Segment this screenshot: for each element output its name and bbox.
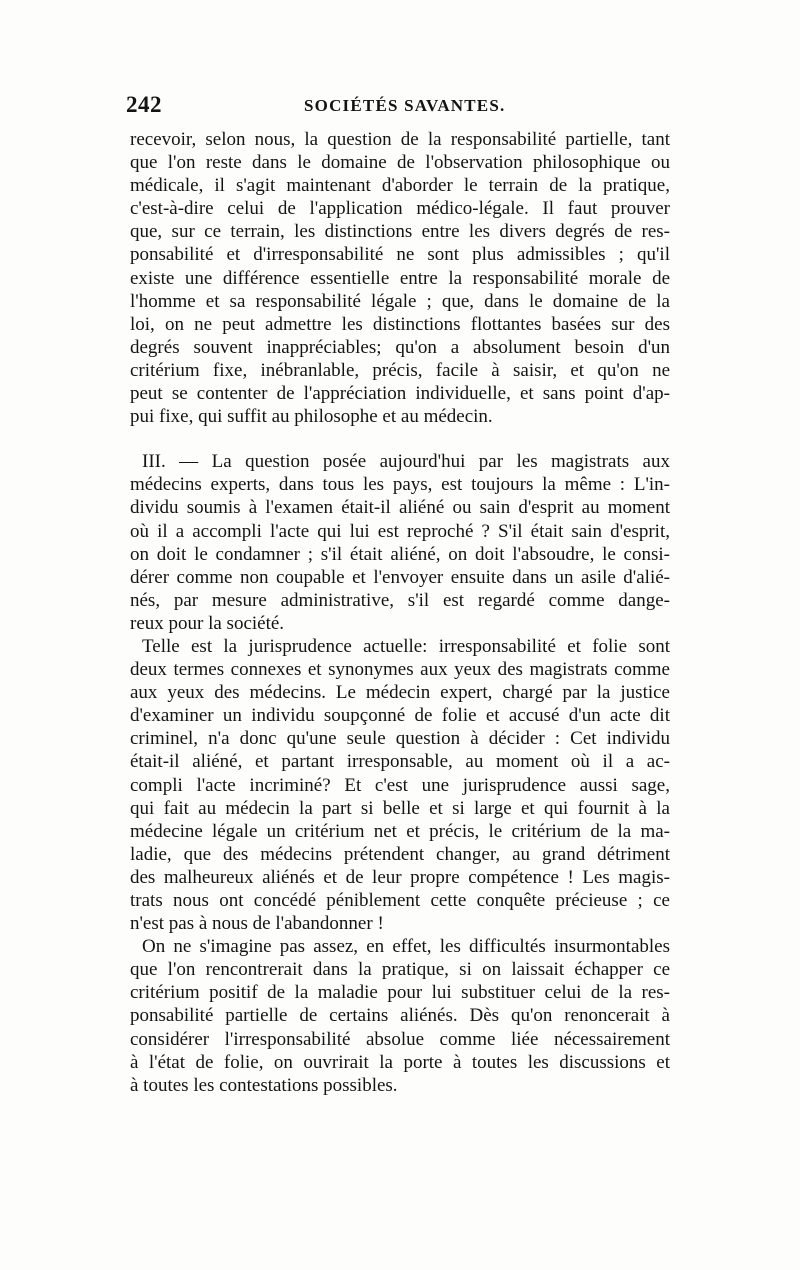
- text-line: reux pour la société.: [130, 612, 285, 634]
- text-line: qui fait au médecin la part si belle et si large et qui fournit à la: [130, 797, 670, 819]
- text-line: deux termes connexes et synonymes aux yeux des magistrats comme: [130, 659, 670, 681]
- paragraph-3: [130, 635, 670, 935]
- text-line: aux yeux des médecins. Le médecin expert, chargé par la justice: [130, 682, 670, 704]
- text-line: peut se contenter de l'appréciation individuelle, et sans point d'ap-: [130, 383, 670, 405]
- text-line: que l'on reste dans le domaine de l'observation philosophique ou: [130, 152, 670, 174]
- page-header: [126, 92, 672, 120]
- text-line: existe une différence essentielle entre la responsabilité morale de: [130, 267, 670, 289]
- text-line: ponsabilité et d'irresponsabilité ne sont plus admissibles ; qu'il: [130, 244, 670, 266]
- text-line: c'est-à-dire celui de l'application médico-légale. Il faut prouver: [130, 198, 670, 220]
- text-line: compli l'acte incriminé? Et c'est une jurisprudence aussi sage,: [130, 774, 670, 796]
- text-line: des malheureux aliénés et de leur propre compétence ! Les magis-: [130, 866, 670, 888]
- text-line: où il a accompli l'acte qui lui est reproché ? S'il était sain d'esprit,: [130, 520, 670, 542]
- text-line: ponsabilité partielle de certains aliénés. Dès qu'on renoncerait à: [130, 1005, 670, 1027]
- text-line: d'examiner un individu soupçonné de folie et accusé d'un acte dit: [130, 705, 670, 727]
- text-line: loi, on ne peut admettre les distinctions flottantes basées sur des: [130, 313, 670, 335]
- text-line: considérer l'irresponsabilité absolue comme liée nécessairement: [130, 1028, 670, 1050]
- text-line: à l'état de folie, on ouvrirait la porte à toutes les discussions et: [130, 1051, 670, 1073]
- text-line: l'homme et sa responsabilité légale ; que, dans le domaine de la: [130, 290, 670, 312]
- text-line: III. — La question posée aujourd'hui par les magistrats aux: [142, 451, 670, 473]
- text-line: critérium positif de la maladie pour lui substituer celui de la res-: [130, 982, 670, 1004]
- text-line: trats nous ont concédé péniblement cette conquête précieuse ; ce: [130, 890, 670, 911]
- text-line: dérer comme non coupable et l'envoyer ensuite dans un asile d'alié-: [130, 566, 670, 588]
- text-line: ladie, que des médecins prétendent changer, au grand détriment: [130, 843, 670, 865]
- text-line: On ne s'imagine pas assez, en effet, les difficultés insurmontables: [142, 936, 670, 958]
- text-line: médicale, il s'agit maintenant d'aborder le terrain de la pratique,: [130, 175, 670, 197]
- text-line: médecine légale un critérium net et précis, le critérium de la ma-: [130, 820, 670, 842]
- text-line: était-il aliéné, et partant irresponsable, au moment où il a ac-: [130, 751, 670, 773]
- text-line: que, sur ce terrain, les distinctions entre les divers degrés de res-: [130, 221, 670, 243]
- paragraph-2: [130, 450, 670, 635]
- text-line: médecins experts, dans tous les pays, est toujours la même : L'in-: [130, 474, 670, 496]
- text-line: n'est pas à nous de l'abandonner !: [130, 913, 384, 935]
- page-number: 242: [126, 92, 162, 117]
- text-line: pui fixe, qui suffit au philosophe et au médecin.: [130, 406, 493, 428]
- text-line: nés, par mesure administrative, s'il est regardé comme dange-: [130, 589, 670, 611]
- text-line: à toutes les contestations possibles.: [130, 1074, 398, 1096]
- text-line: criminel, n'a donc qu'une seule question à décider : Cet individu: [130, 728, 670, 750]
- text-line: recevoir, selon nous, la question de la responsabilité partielle, tant: [130, 129, 670, 150]
- running-head: SOCIÉTÉS SAVANTES.: [304, 96, 506, 115]
- text-line: Telle est la jurisprudence actuelle: irresponsabilité et folie sont: [142, 635, 670, 657]
- text-line: critérium fixe, inébranlable, précis, facile à saisir, et qu'on ne: [130, 359, 670, 381]
- text-line: on doit le condamner ; s'il était aliéné, on doit l'absoudre, le consi-: [130, 543, 670, 565]
- text-line: degrés souvent inappréciables; qu'on a absolument besoin d'un: [130, 336, 670, 358]
- text-line: que l'on rencontrerait dans la pratique, si on laissait échapper ce: [130, 959, 670, 981]
- paragraph-1: [130, 128, 670, 428]
- text-line: dividu soumis à l'examen était-il aliéné ou sain d'esprit au moment: [130, 497, 670, 519]
- paragraph-4: [130, 935, 670, 1097]
- body-text: [130, 128, 670, 1097]
